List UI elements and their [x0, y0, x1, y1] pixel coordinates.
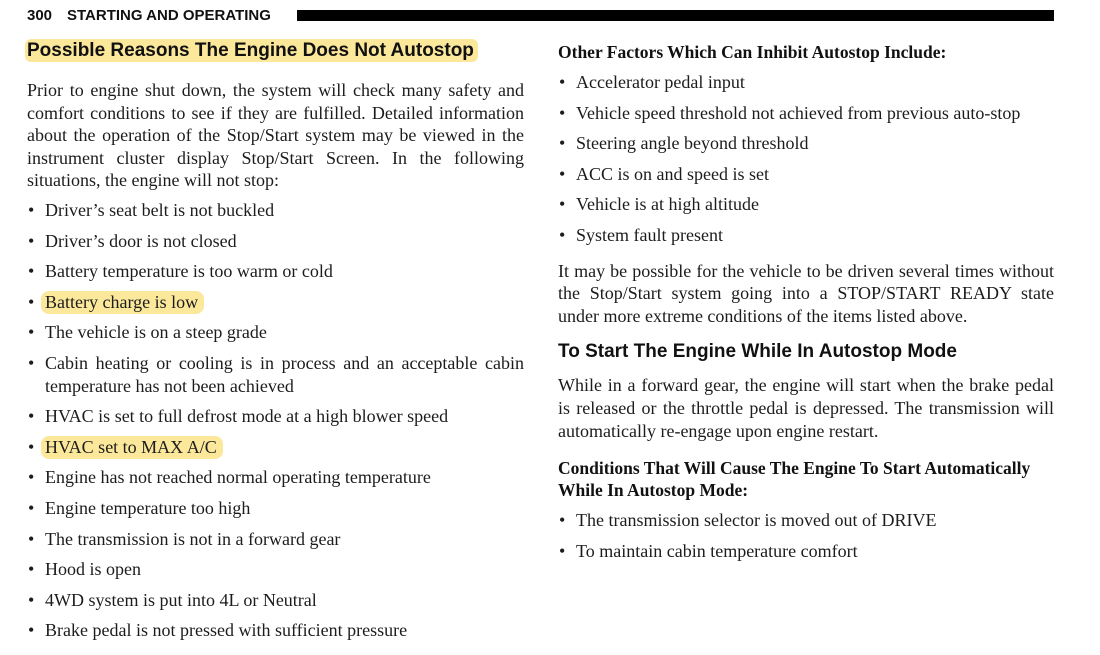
- heading-start-engine: To Start The Engine While In Autostop Mode: [558, 341, 957, 363]
- list-item: • Engine temperature too high: [27, 497, 524, 520]
- factors-list: [558, 71, 1054, 247]
- list-item: • Vehicle is at high altitude: [558, 193, 1054, 216]
- list-item-highlighted: • HVAC set to MAX A/C: [27, 436, 524, 459]
- list-item: • The transmission is not in a forward gear: [27, 528, 524, 551]
- list-item-highlighted: • Battery charge is low: [27, 291, 524, 314]
- heading-not-autostop: [27, 38, 524, 64]
- list-item: • The transmission selector is moved out of DRIVE: [558, 509, 1054, 532]
- list-item: • 4WD system is put into 4L or Neutral: [27, 589, 524, 612]
- list-item: • Brake pedal is not pressed with sufficient pressure: [27, 619, 524, 642]
- list-item: • Cabin heating or cooling is in process and an acceptable cabin temperature has not been achieved: [27, 352, 524, 397]
- list-item: • Steering angle beyond threshold: [558, 132, 1054, 155]
- intro-paragraph: Prior to engine shut down, the system will check many safety and comfort conditions to see if they are fulfilled. Detailed information about the operation of the Stop/Start system may be viewed in the instrument cluster display Stop/Start Screen. In the following situations, the engine will not stop:: [27, 80, 524, 191]
- header-rule: [297, 10, 1054, 21]
- list-item: • The vehicle is on a steep grade: [27, 321, 524, 344]
- list-item: • ACC is on and speed is set: [558, 163, 1054, 186]
- list-item: • Battery temperature is too warm or cold: [27, 260, 524, 283]
- list-item: • To maintain cabin temperature comfort: [558, 540, 1054, 563]
- start-paragraph: While in a forward gear, the engine will start when the brake pedal is released or the throttle pedal is depressed. The transmission will automatically re-engage upon engine restart.: [558, 375, 1054, 441]
- list-item: • Driver’s door is not closed: [27, 230, 524, 253]
- right-column: [558, 38, 1054, 562]
- heading-other-factors: Other Factors Which Can Inhibit Autostop Include:: [558, 42, 947, 62]
- list-item: • System fault present: [558, 224, 1054, 247]
- note-paragraph: It may be possible for the vehicle to be driven several times without the Stop/Start system going into a STOP/START READY state under more extreme conditions of the items listed above.: [558, 260, 1054, 326]
- heading-conditions: Conditions That Will Cause The Engine To Start Automatically While In Autostop Mode:: [558, 458, 1031, 501]
- list-item: • Hood is open: [27, 558, 524, 581]
- conditions-list: [558, 509, 1054, 562]
- section-title: STARTING AND OPERATING: [67, 7, 271, 24]
- reasons-list: [27, 199, 524, 642]
- list-item: • Driver’s seat belt is not buckled: [27, 199, 524, 222]
- list-item: • Vehicle speed threshold not achieved from previous auto-stop: [558, 102, 1054, 125]
- heading-highlight: Possible Reasons The Engine Does Not Autostop: [25, 39, 478, 62]
- list-item: • Engine has not reached normal operating temperature: [27, 466, 524, 489]
- page-number: 300: [27, 7, 53, 24]
- page-header: [27, 6, 1054, 26]
- list-item: • Accelerator pedal input: [558, 71, 1054, 94]
- left-column: [27, 38, 524, 642]
- list-item: • HVAC is set to full defrost mode at a high blower speed: [27, 405, 524, 428]
